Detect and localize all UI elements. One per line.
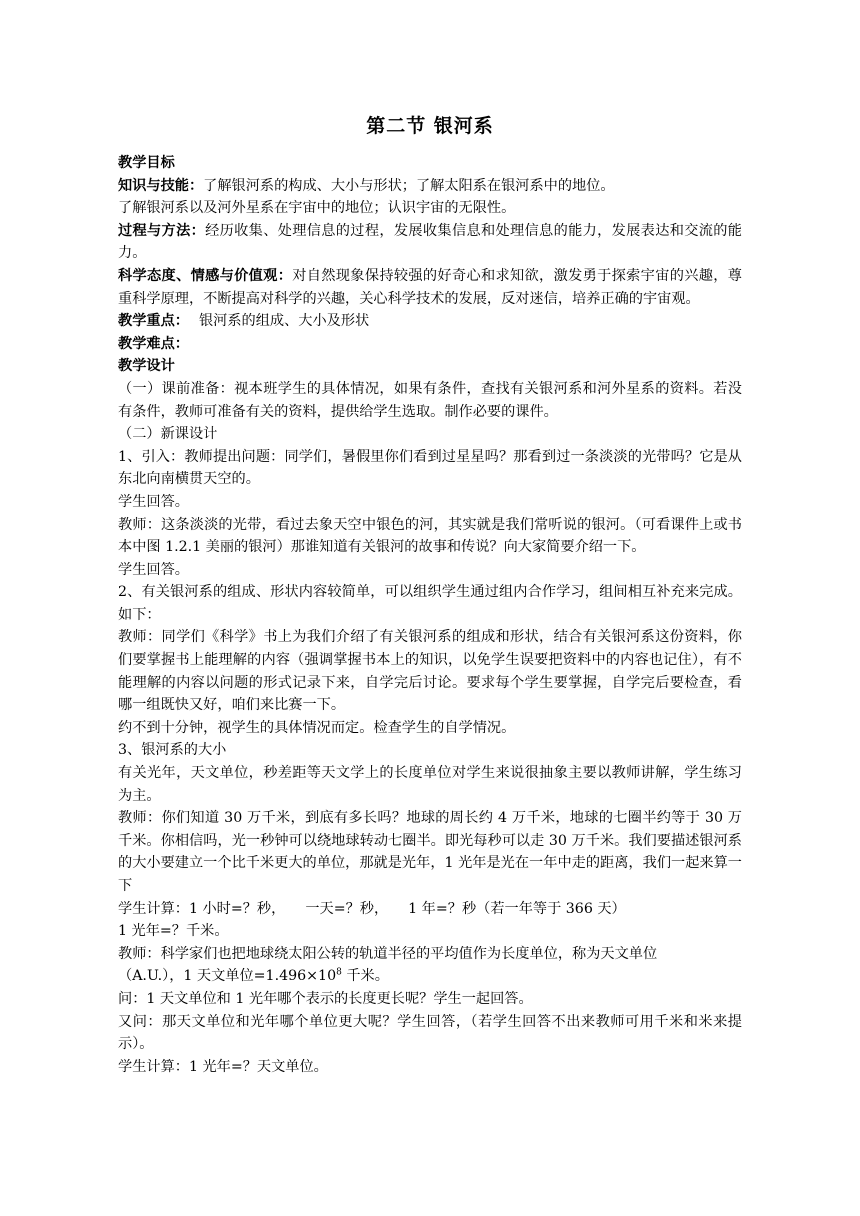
- section-heading-design: 教学设计: [118, 358, 175, 375]
- paragraph-units: 有关光年，天文单位，秒差距等天文学上的长度单位对学生来说很抽象主要以教师讲解，学生练习为主。: [118, 765, 742, 804]
- goal-knowledge: [118, 175, 742, 198]
- teaching-focus-text: 银河系的组成、大小及形状: [198, 313, 370, 330]
- calc-day: 一天=？秒，: [305, 900, 389, 917]
- goal-knowledge-label: 知识与技能：: [118, 177, 204, 194]
- paragraph-au-value: [118, 965, 742, 988]
- page-title: 第二节 银河系: [366, 115, 494, 137]
- teaching-focus: [118, 310, 742, 333]
- calc-hour: 学生计算：1 小时=？秒，: [118, 900, 286, 917]
- goal-attitude-label: 科学态度、情感与价值观：: [118, 267, 293, 284]
- au-value-text: （A.U.），1 天文单位=1.496×10: [118, 968, 337, 985]
- paragraph-student-answer-2: 学生回答。: [118, 561, 189, 578]
- paragraph-student-calc-2: 学生计算：1 光年=？天文单位。: [118, 1058, 328, 1075]
- paragraph-teacher-au: 教师：科学家们也把地球绕太阳公转的轨道半径的平均值作为长度单位，称为天文单位: [118, 945, 658, 962]
- section-heading-goals: 教学目标: [118, 155, 175, 171]
- paragraph-teacher-self-study: 教师：同学们《科学》书上为我们介绍了有关银河系的组成和形状，结合有关银河系这份资料，你们要掌握书上能理解的内容（强调掌握书本上的知识，以免学生误要把资料中的内容也记住），有不能理解的内容以问题的形式记录下来，自学完后讨论。要求每个学生要掌握，自学完后要检查，看哪一组既快又好，咱们来比赛一下。: [118, 629, 742, 714]
- paragraph-light-year-km: 1 光年=？千米。: [118, 923, 229, 940]
- paragraph-new-lesson: （二）新课设计: [118, 426, 218, 443]
- goal-attitude: [118, 265, 742, 310]
- paragraph-preparation: （一）课前准备：视本班学生的具体情况，如果有条件，查找有关银河系和河外星系的资料。若没有条件，教师可准备有关的资料，提供给学生选取。制作必要的课件。: [118, 380, 742, 420]
- paragraph-student-answer-1: 学生回答。: [118, 493, 189, 510]
- paragraph-composition: 2、有关银河系的组成、形状内容较简单，可以组织学生通过组内合作学习，组间相互补充来完成。如下：: [118, 584, 742, 623]
- paragraph-question-1: 问：1 天文单位和 1 光年哪个表示的长度更长呢？学生一起回答。: [118, 990, 533, 1007]
- teaching-focus-label: 教学重点：: [118, 313, 189, 330]
- calc-year: 1 年=？秒（若一年等于 366 天）: [408, 900, 626, 917]
- goal-process-label: 过程与方法：: [118, 222, 206, 239]
- goal-process: [118, 220, 742, 265]
- paragraph-teacher-light-year: 教师：你们知道 30 万千米，到底有多长吗？地球的周长约 4 万千米，地球的七圈半约等于 30 万千米。你相信吗，光一秒钟可以绕地球转动七圈半。即光每秒可以走 30 万千米。我们要描述银河系的大小要建立一个比千米更大的单位，那就是光年，1 光年是光在一年中走的距离，我们一起来算一下: [118, 810, 742, 894]
- goal-attitude-text: 对自然现象保持较强的好奇心和求知欲，激发勇于探索宇宙的兴趣，尊重科学原理，不断提高对科学的兴趣，关心科学技术的发展，反对迷信，培养正确的宇宙观。: [118, 267, 742, 307]
- teaching-difficulty-label: 教学难点：: [118, 335, 189, 352]
- document-page: [118, 112, 742, 1078]
- au-exponent: 8: [336, 967, 342, 978]
- goal-process-text: 经历收集、处理信息的过程，发展收集信息和处理信息的能力，发展表达和交流的能力。: [118, 222, 742, 262]
- goal-knowledge-continued: 了解银河系以及河外星系在宇宙中的地位；认识宇宙的无限性。: [118, 200, 516, 217]
- paragraph-size-heading: 3、银河系的大小: [118, 742, 227, 759]
- paragraph-teacher-milky-way: 教师：这条淡淡的光带，看过去象天空中银色的河，其实就是我们常听说的银河。（可看课件上或书本中图 1.2.1 美丽的银河）那谁知道有关银河的故事和传说？向大家简要介绍一下。: [118, 516, 742, 556]
- paragraph-question-2: 又问：那天文单位和光年哪个单位更大呢？学生回答，（若学生回答不出来教师可用千米和米来提示）。: [118, 1013, 742, 1053]
- paragraph-time-check: 约不到十分钟，视学生的具体情况而定。检查学生的自学情况。: [118, 719, 516, 736]
- paragraph-intro: 1、引入：教师提出问题：同学们，暑假里你们看到过星星吗？那看到过一条淡淡的光带吗？它是从东北向南横贯天空的。: [118, 448, 742, 488]
- paragraph-student-calc-1: [118, 898, 742, 921]
- au-value-unit: 千米。: [341, 968, 389, 985]
- goal-knowledge-text: 了解银河系的构成、大小与形状；了解太阳系在银河系中的地位。: [203, 177, 615, 194]
